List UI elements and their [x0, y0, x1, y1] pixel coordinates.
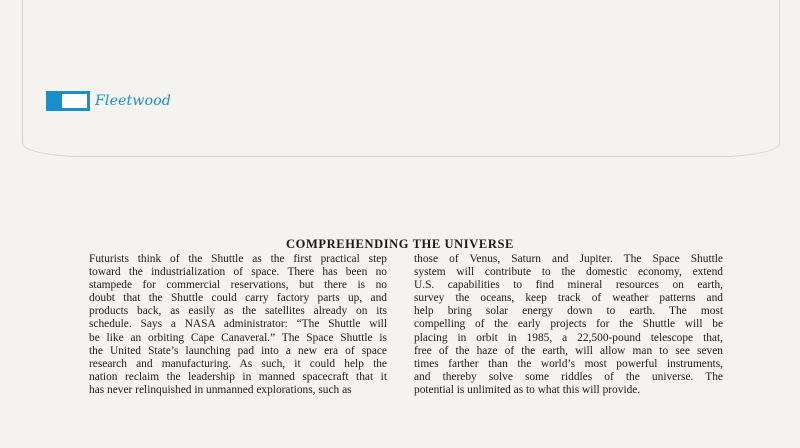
article-right-column [414, 253, 723, 397]
text-line: toward the industrialization of space. There has been no [89, 266, 387, 279]
text-line: be like an orbiting Cape Canaveral.” The Space Shuttle is [89, 331, 387, 344]
text-line: times farther than the world’s most powerful instruments, [414, 357, 723, 370]
text-line: research and manufacturing. As such, it could help the [89, 357, 387, 370]
fleetwood-logo [46, 90, 171, 112]
text-line: help bring solar energy down to earth. The most [414, 305, 723, 318]
text-line: the United State’s launching pad into a new era of space [89, 344, 387, 357]
text-line: doubt that the Shuttle could carry factory parts up, and [89, 292, 387, 305]
text-line: survey the oceans, keep track of weather patterns and [414, 292, 723, 305]
logo-wordmark: Fleetwood [95, 93, 171, 109]
article-title: COMPREHENDING THE UNIVERSE [286, 237, 514, 251]
text-line: U.S. capabilities to find mineral resources on earth, [414, 279, 723, 292]
text-line: compelling of the early projects for the Shuttle will be [414, 318, 723, 331]
article-left-column [89, 253, 387, 397]
text-line: products back, as easily as the satellites already on its [89, 305, 387, 318]
text-line: placing in orbit in 1985, a 22,500-pound telescope that, [414, 331, 723, 344]
text-line: and thereby solve some riddles of the universe. The [414, 370, 723, 383]
text-line: schedule. Says a NASA administrator: “The Shuttle will [89, 318, 387, 331]
logo-mark-icon [46, 91, 90, 111]
text-line: system will contribute to the domestic economy, extend [414, 266, 723, 279]
text-line: Futurists think of the Shuttle as the first practical step [89, 253, 387, 265]
text-line: potential is unlimited as to what this will provide. [414, 383, 641, 396]
envelope-flap [22, 0, 780, 157]
text-line: has never relinquished in unmanned explorations, such as [89, 383, 352, 396]
text-line: nation reclaim the leadership in manned spacecraft that it [89, 370, 387, 383]
text-line: free of the haze of the earth, will allow man to see seven [414, 344, 723, 357]
text-line: those of Venus, Saturn and Jupiter. The Space Shuttle [414, 253, 723, 265]
text-line: stampede for commercial reservations, but there is no [89, 279, 387, 292]
